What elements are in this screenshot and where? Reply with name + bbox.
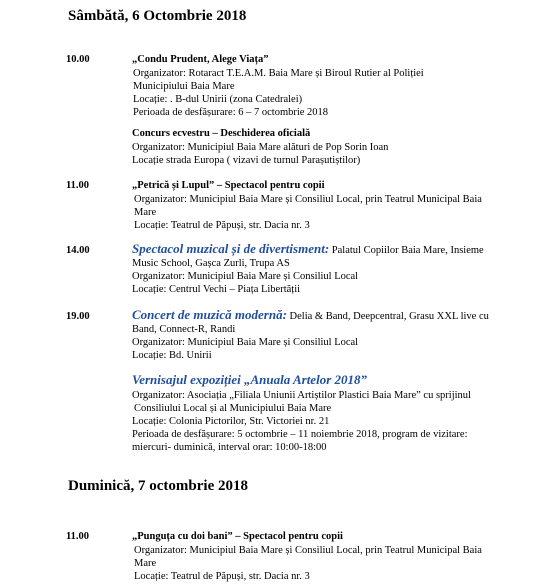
event-title: „Condu Prudent, Alege Viața”	[132, 54, 269, 65]
event-line: Organizator: Asociația „Filiala Uniunii Artiștilor Plastici Baia Mare” cu sprijinul	[132, 390, 471, 401]
event-line: Band, Connect-R, Randi	[132, 324, 236, 335]
event-title: Concert de muzică modernă:	[132, 307, 287, 322]
event-title-rest: Delia & Band, Deepcentral, Grasu XXL live cu	[286, 311, 489, 322]
event-line: Locație: Teatrul de Păpuși, str. Dacia nr. 3	[134, 571, 310, 582]
event-title-rest: Palatul Copiilor Baia Mare, Insieme	[329, 245, 484, 256]
event-line: Locație strada Europa ( vizavi de turnul Parașutiștilor)	[132, 155, 361, 166]
event-line: Consiliului Local și al Municipiului Baia Mare	[134, 403, 332, 414]
event-line: Music School, Gașca Zurli, Trupa AS	[132, 258, 290, 269]
event-line: Locație: Bd. Unirii	[132, 350, 212, 361]
event-time: 14.00	[66, 245, 90, 256]
event-line: Locație: Colonia Pictorilor, Str. Victoriei nr. 21	[132, 416, 330, 427]
event-line: Organizator: Municipiul Baia Mare alături de Pop Sorin Ioan	[132, 142, 389, 153]
event-line: Municipiului Baia Mare	[133, 81, 235, 92]
event-line: Mare	[134, 558, 157, 569]
event-line: Locație: . B-dul Unirii (zona Catedralei)	[133, 94, 303, 105]
event-title-row	[132, 307, 489, 323]
event-time: 11.00	[66, 531, 90, 542]
event-title-row	[132, 241, 484, 257]
event-line: miercuri- duminică, interval orar: 10:00-18:00	[132, 442, 327, 453]
event-title: Spectacol muzical și de divertisment:	[132, 241, 330, 256]
event-line: Organizator: Municipiul Baia Mare și Consiliul Local, prin Teatrul Municipal Baia	[134, 194, 482, 205]
event-line: Organizator: Municipiul Baia Mare și Consiliul Local, prin Teatrul Municipal Baia	[134, 545, 482, 556]
event-line: Locație: Teatrul de Păpuși, str. Dacia nr. 3	[134, 220, 310, 231]
event-time: 19.00	[66, 311, 90, 322]
event-title: Concurs ecvestru – Deschiderea oficială	[132, 128, 311, 139]
event-line: Organizator: Municipiul Baia Mare și Consiliul Local	[132, 337, 359, 348]
day-heading-sunday: Duminică, 7 octombrie 2018	[68, 478, 248, 494]
event-line: Perioada de desfășurare: 6 – 7 octombrie 2018	[133, 107, 329, 118]
event-line: Organizator: Municipiul Baia Mare și Consiliul Local	[132, 271, 359, 282]
event-title: „Petrică și Lupul” – Spectacol pentru copii	[132, 180, 325, 191]
event-line: Organizator: Rotaract T.E.A.M. Baia Mare și Biroul Rutier al Poliției	[133, 68, 424, 79]
event-line: Locație: Centrul Vechi – Piața Libertății	[132, 284, 301, 295]
event-line: Mare	[134, 207, 157, 218]
event-time: 11.00	[66, 180, 90, 191]
event-title: „Punguța cu doi bani” – Spectacol pentru copii	[132, 531, 343, 542]
day-heading-saturday: Sâmbătă, 6 Octombrie 2018	[68, 8, 247, 24]
event-line: Perioada de desfășurare: 5 octombrie – 11 noiembrie 2018, program de vizitare:	[132, 429, 468, 440]
event-time: 10.00	[66, 54, 90, 65]
event-title: Vernisajul expoziției „Anuala Artelor 2018”	[132, 372, 368, 387]
